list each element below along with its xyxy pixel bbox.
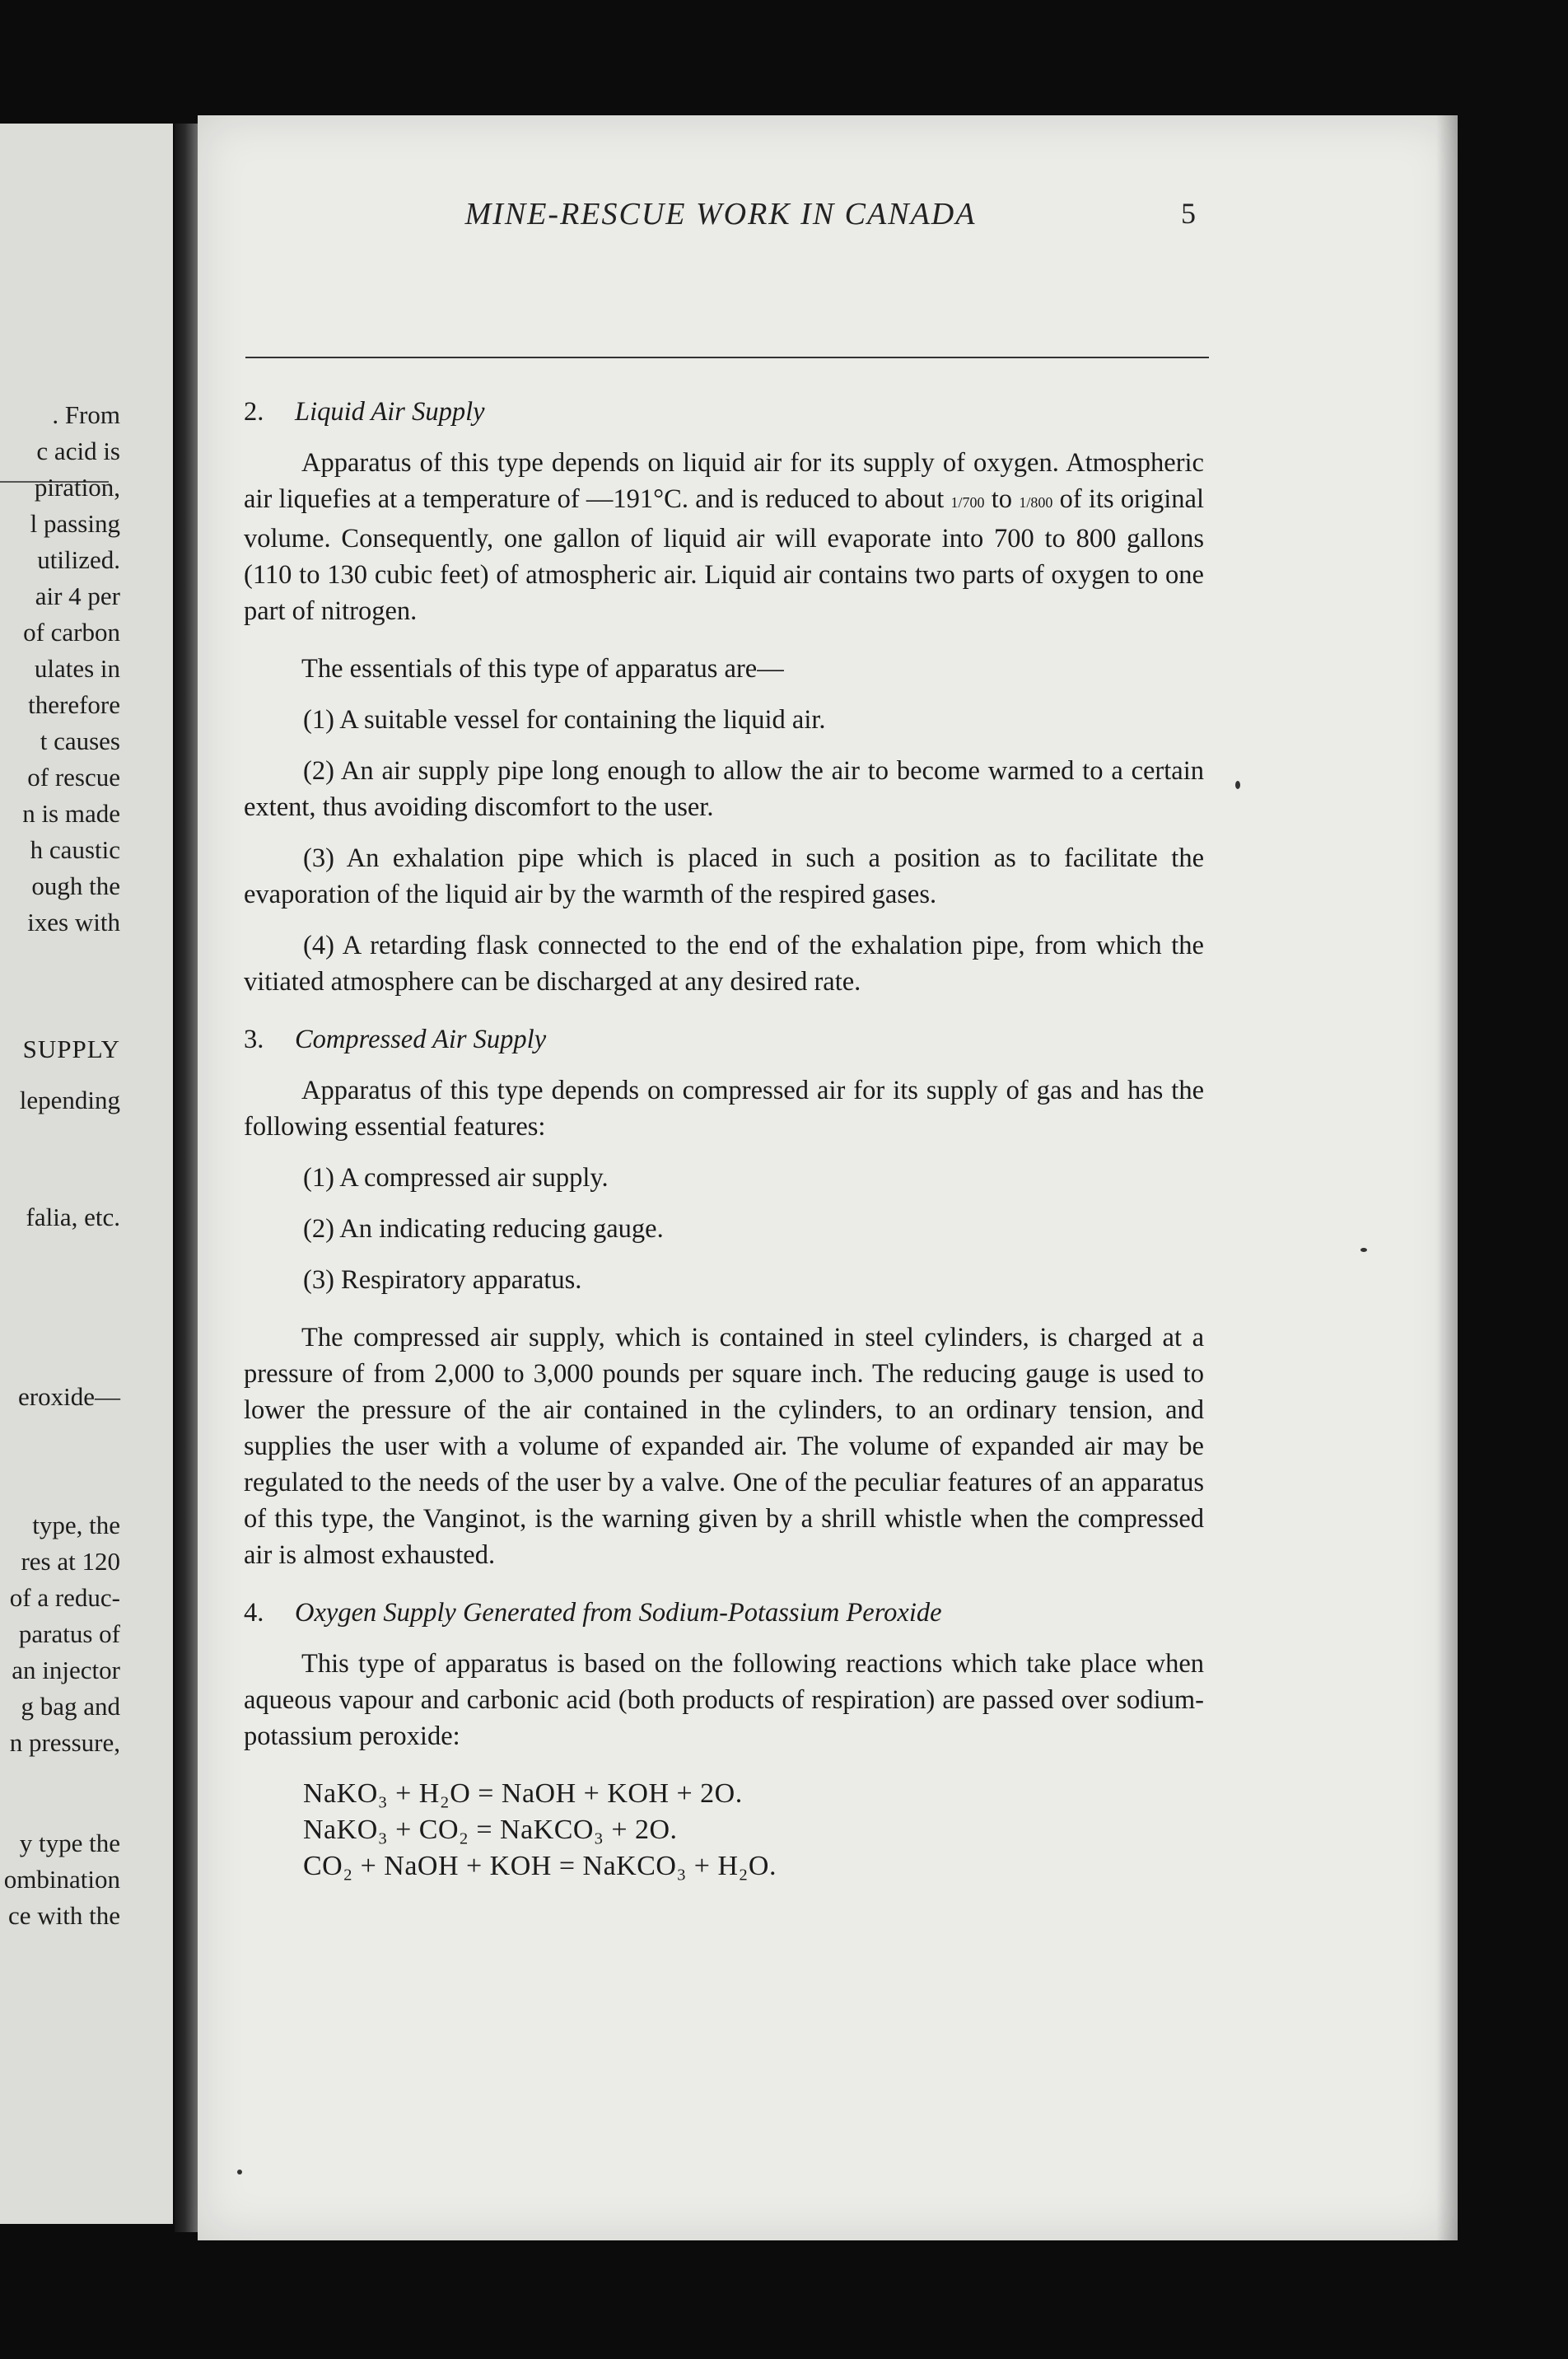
left-page-line: ombination — [3, 1865, 120, 1894]
section-number: 2. — [244, 397, 264, 427]
list-item: (3) An exhalation pipe which is placed in such a position as to facilitate the evaporation of the liquid air by the warmth of the respired gases. — [244, 843, 1204, 909]
page-body — [244, 394, 1204, 1885]
left-page-line: air 4 per — [35, 582, 120, 610]
book-gutter — [175, 124, 198, 2232]
text-span: to — [991, 484, 1013, 514]
list-item: (4) A retarding flask connected to the end of the exhalation pipe, from which the vitiated atmosphere can be discharged at any desired rate. — [244, 931, 1204, 997]
fraction: 1/800 — [1019, 494, 1053, 511]
left-page-line: ough the — [31, 871, 120, 900]
left-page-line: lepending — [19, 1086, 120, 1114]
left-page-line: . From — [52, 400, 120, 429]
section-title: Oxygen Supply Generated from Sodium-Potassium Peroxide — [295, 1598, 942, 1628]
page-number: 5 — [1181, 197, 1196, 230]
list-item: (2) An indicating reducing gauge. — [303, 1214, 664, 1244]
scan-speck — [237, 2170, 242, 2174]
section-heading-oxygen-supply — [244, 1595, 1204, 1631]
left-page-line: n is made — [22, 799, 120, 828]
header-rule — [245, 357, 1209, 358]
left-page-line: an injector — [12, 1656, 120, 1684]
paragraph-compressed-air-intro: Apparatus of this type depends on compressed air for its supply of gas and has the following essential features: — [244, 1076, 1204, 1142]
chemical-equation: NaKO₃ + H₂O = NaOH + KOH + 2O. — [303, 1778, 743, 1809]
left-page-line: ulates in — [34, 654, 120, 683]
paragraph-essentials-intro: The essentials of this type of apparatus are— — [301, 654, 784, 684]
section-number: 4. — [244, 1598, 264, 1628]
section-title: Compressed Air Supply — [295, 1025, 547, 1054]
left-page-line: type, the — [32, 1511, 120, 1539]
left-facing-page — [0, 124, 173, 2224]
scan-speck — [1360, 1248, 1367, 1252]
left-page-line: utilized. — [37, 545, 120, 574]
list-item: (1) A suitable vessel for containing the liquid air. — [303, 705, 826, 735]
left-page-line: res at 120 — [21, 1547, 120, 1576]
scan-speck — [1235, 781, 1240, 789]
left-page-line: piration, — [34, 473, 120, 502]
section-heading-liquid-air — [244, 394, 1204, 430]
section-number: 3. — [244, 1025, 264, 1054]
left-page-line: l passing — [30, 509, 120, 538]
fraction: 1/700 — [950, 494, 985, 511]
chemical-equation: NaKO₃ + CO₂ = NaKCO₃ + 2O. — [303, 1815, 678, 1845]
running-header — [239, 196, 1202, 245]
left-page-line: n pressure, — [9, 1728, 120, 1757]
page-edge-shadow — [1436, 115, 1458, 2240]
left-page-line: of carbon — [23, 618, 120, 647]
left-page-line: g bag and — [21, 1692, 120, 1721]
left-page-line: SUPPLY — [22, 1035, 120, 1063]
left-page-line: of a reduc- — [9, 1583, 120, 1612]
left-page-line: of rescue — [27, 763, 120, 792]
left-page-line: paratus of — [18, 1619, 120, 1648]
list-item: (3) Respiratory apparatus. — [303, 1265, 582, 1295]
left-page-line: ce with the — [7, 1901, 120, 1930]
left-page-line: ixes with — [27, 908, 120, 937]
left-page-line: therefore — [28, 690, 120, 719]
paragraph-oxygen-intro: This type of apparatus is based on the following reactions which take place when aqueous vapour and carbonic acid (both products of respiration) are passed over sodium-potassium peroxide: — [244, 1649, 1204, 1751]
list-item: (2) An air supply pipe long enough to allow the air to become warmed to a certain extent, thus avoiding discomfort to the user. — [244, 756, 1204, 822]
running-title: MINE-RESCUE WORK IN CANADA — [464, 197, 977, 231]
paragraph-compressed-air-body: The compressed air supply, which is contained in steel cylinders, is charged at a pressure of from 2,000 to 3,000 pounds per square inch. The reducing gauge is used to lower the pressure of the air contained in the cylinders, to an ordinary tension, and supplies the user with a volume of expanded air. The volume of expanded air may be regulated to the needs of the user by a valve. One of the peculiar features of an apparatus of this type, the Vanginot, is the warning given by a shrill whistle when the compressed air is almost exhausted. — [244, 1323, 1204, 1570]
text-span: of its original volume. Consequently, one gallon of liquid air will evaporate into 700 to 800 gallons (110 to 130 cubic feet) of atmospheric air. Liquid air contains two parts of oxygen to one part of nitrogen. — [244, 484, 1204, 626]
left-page-line: c acid is — [36, 437, 120, 465]
list-item: (1) A compressed air supply. — [303, 1163, 609, 1193]
left-page-line: eroxide— — [18, 1382, 120, 1411]
left-page-line: falia, etc. — [26, 1203, 120, 1231]
text-span: Apparatus of this type depends on liquid air for its supply of oxygen. Atmospheric air liquefies at a temperature of —191°C. and is reduced to about — [244, 448, 1204, 514]
section-title: Liquid Air Supply — [295, 397, 485, 427]
section-heading-compressed-air — [244, 1021, 1204, 1058]
left-page-line: y type the — [19, 1829, 120, 1857]
chemical-equation: CO₂ + NaOH + KOH = NaKCO₃ + H₂O. — [303, 1851, 777, 1881]
paragraph-liquid-air-intro — [244, 445, 1204, 629]
left-page-line: h caustic — [30, 835, 120, 864]
left-page-line: t causes — [40, 726, 120, 755]
